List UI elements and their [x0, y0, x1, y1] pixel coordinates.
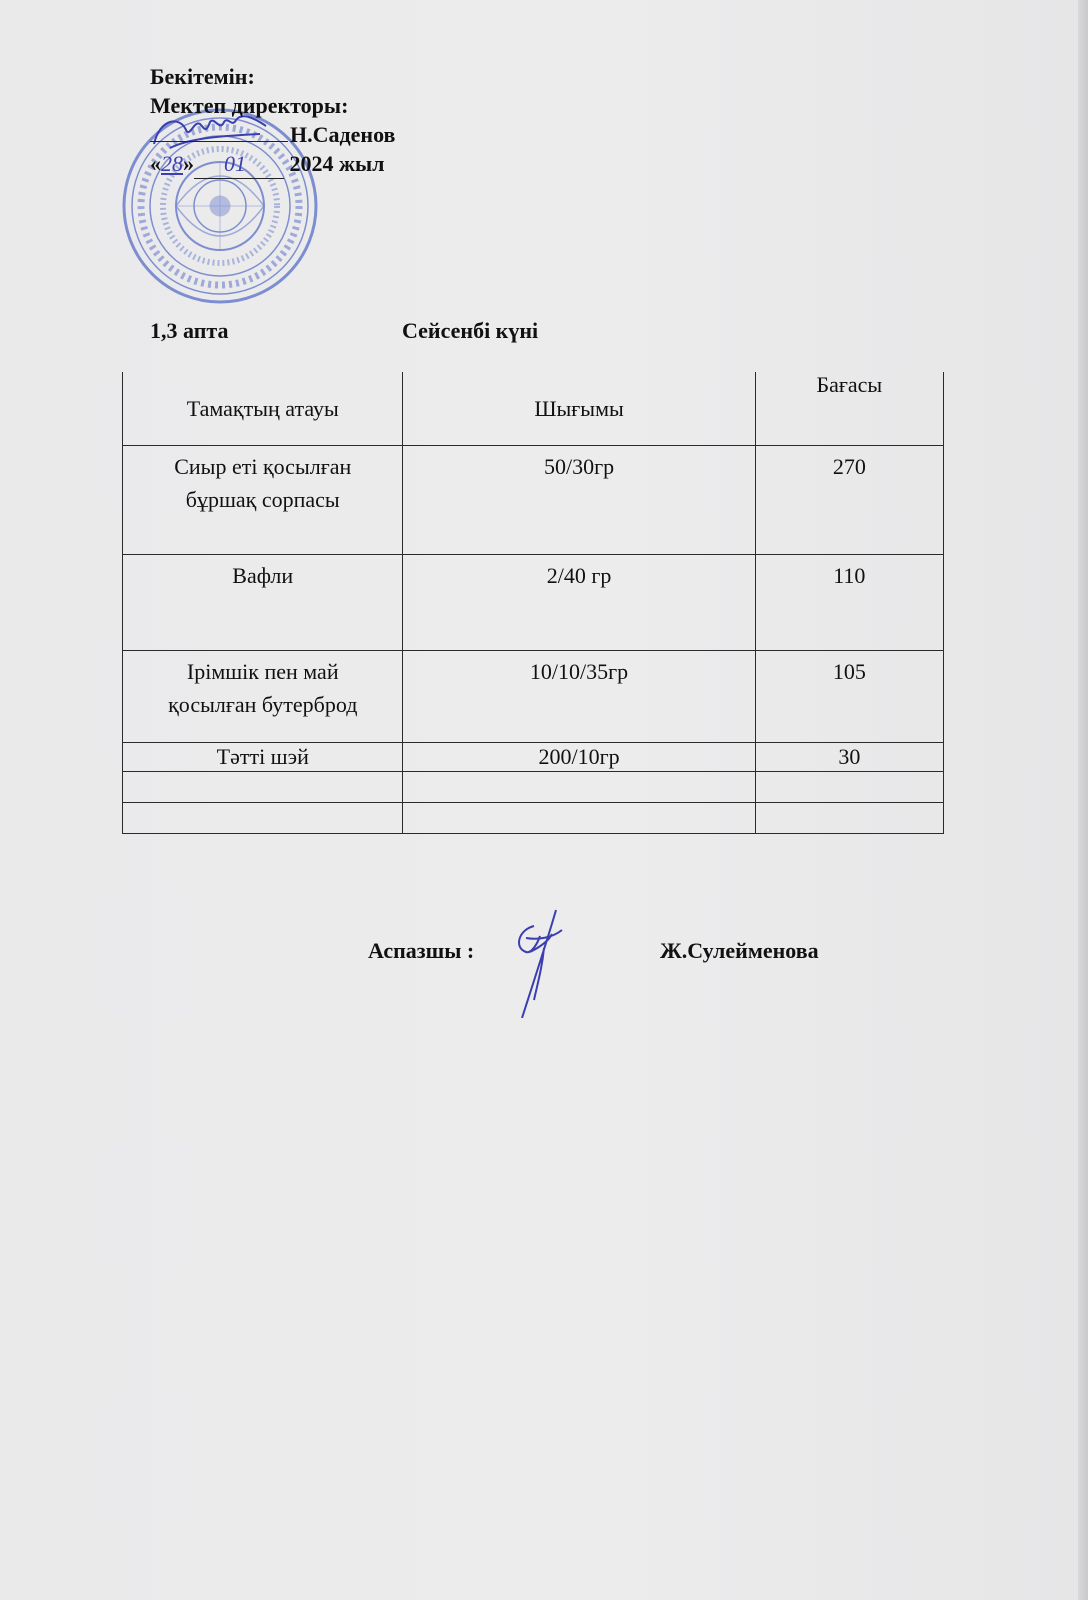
price-cell: 110: [755, 555, 943, 651]
table-row: [123, 651, 944, 743]
approval-date-line: [150, 149, 450, 179]
date-close-quote: »: [183, 151, 194, 176]
date-day: 28: [161, 151, 183, 176]
yield-cell: 50/30гр: [403, 446, 755, 555]
price-cell: 30: [755, 743, 943, 772]
menu-table: [122, 372, 944, 834]
signature-underline: [150, 141, 288, 142]
empty-cell: [123, 772, 403, 803]
column-header-yield: Шығымы: [403, 372, 755, 446]
director-name: Н.Саденов: [290, 122, 396, 147]
price-cell: 270: [755, 446, 943, 555]
day-label: Сейсенбі күні: [402, 318, 539, 343]
approval-block: [150, 62, 450, 179]
date-month: 01: [194, 149, 284, 179]
dish-name-cell: Сиыр еті қосылған бұршақ сорпасы: [123, 446, 403, 555]
empty-cell: [755, 772, 943, 803]
date-open-quote: «: [150, 151, 161, 176]
empty-cell: [403, 803, 755, 834]
dish-name-cell: Тәтті шэй: [123, 743, 403, 772]
cook-signature: [508, 908, 568, 1018]
empty-table-row: [123, 772, 944, 803]
dish-name-cell: Вафли: [123, 555, 403, 651]
cook-label: Аспазшы :: [368, 938, 475, 963]
yield-cell: 2/40 гр: [403, 555, 755, 651]
empty-cell: [403, 772, 755, 803]
cook-name: Ж.Сулейменова: [660, 938, 819, 963]
date-year: 2024 жыл: [289, 151, 385, 176]
week-label: 1,3 апта: [150, 318, 229, 343]
page-edge-shadow: [1078, 0, 1088, 1600]
empty-table-row: [123, 803, 944, 834]
empty-cell: [123, 803, 403, 834]
menu-heading: [150, 318, 538, 344]
approval-title: Бекітемін:: [150, 64, 255, 89]
table-row: [123, 446, 944, 555]
table-row: [123, 555, 944, 651]
yield-cell: 200/10гр: [403, 743, 755, 772]
approval-director-line: [150, 120, 450, 149]
price-cell: 105: [755, 651, 943, 743]
dish-name-cell: Ірімшік пен май қосылған бутерброд: [123, 651, 403, 743]
column-header-price: Бағасы: [755, 372, 943, 446]
table-header-row: [123, 372, 944, 446]
yield-cell: 10/10/35гр: [403, 651, 755, 743]
empty-cell: [755, 803, 943, 834]
approval-position: Мектеп директоры:: [150, 93, 349, 118]
table-row: [123, 743, 944, 772]
column-header-dish-name: Тамақтың атауы: [123, 372, 403, 446]
